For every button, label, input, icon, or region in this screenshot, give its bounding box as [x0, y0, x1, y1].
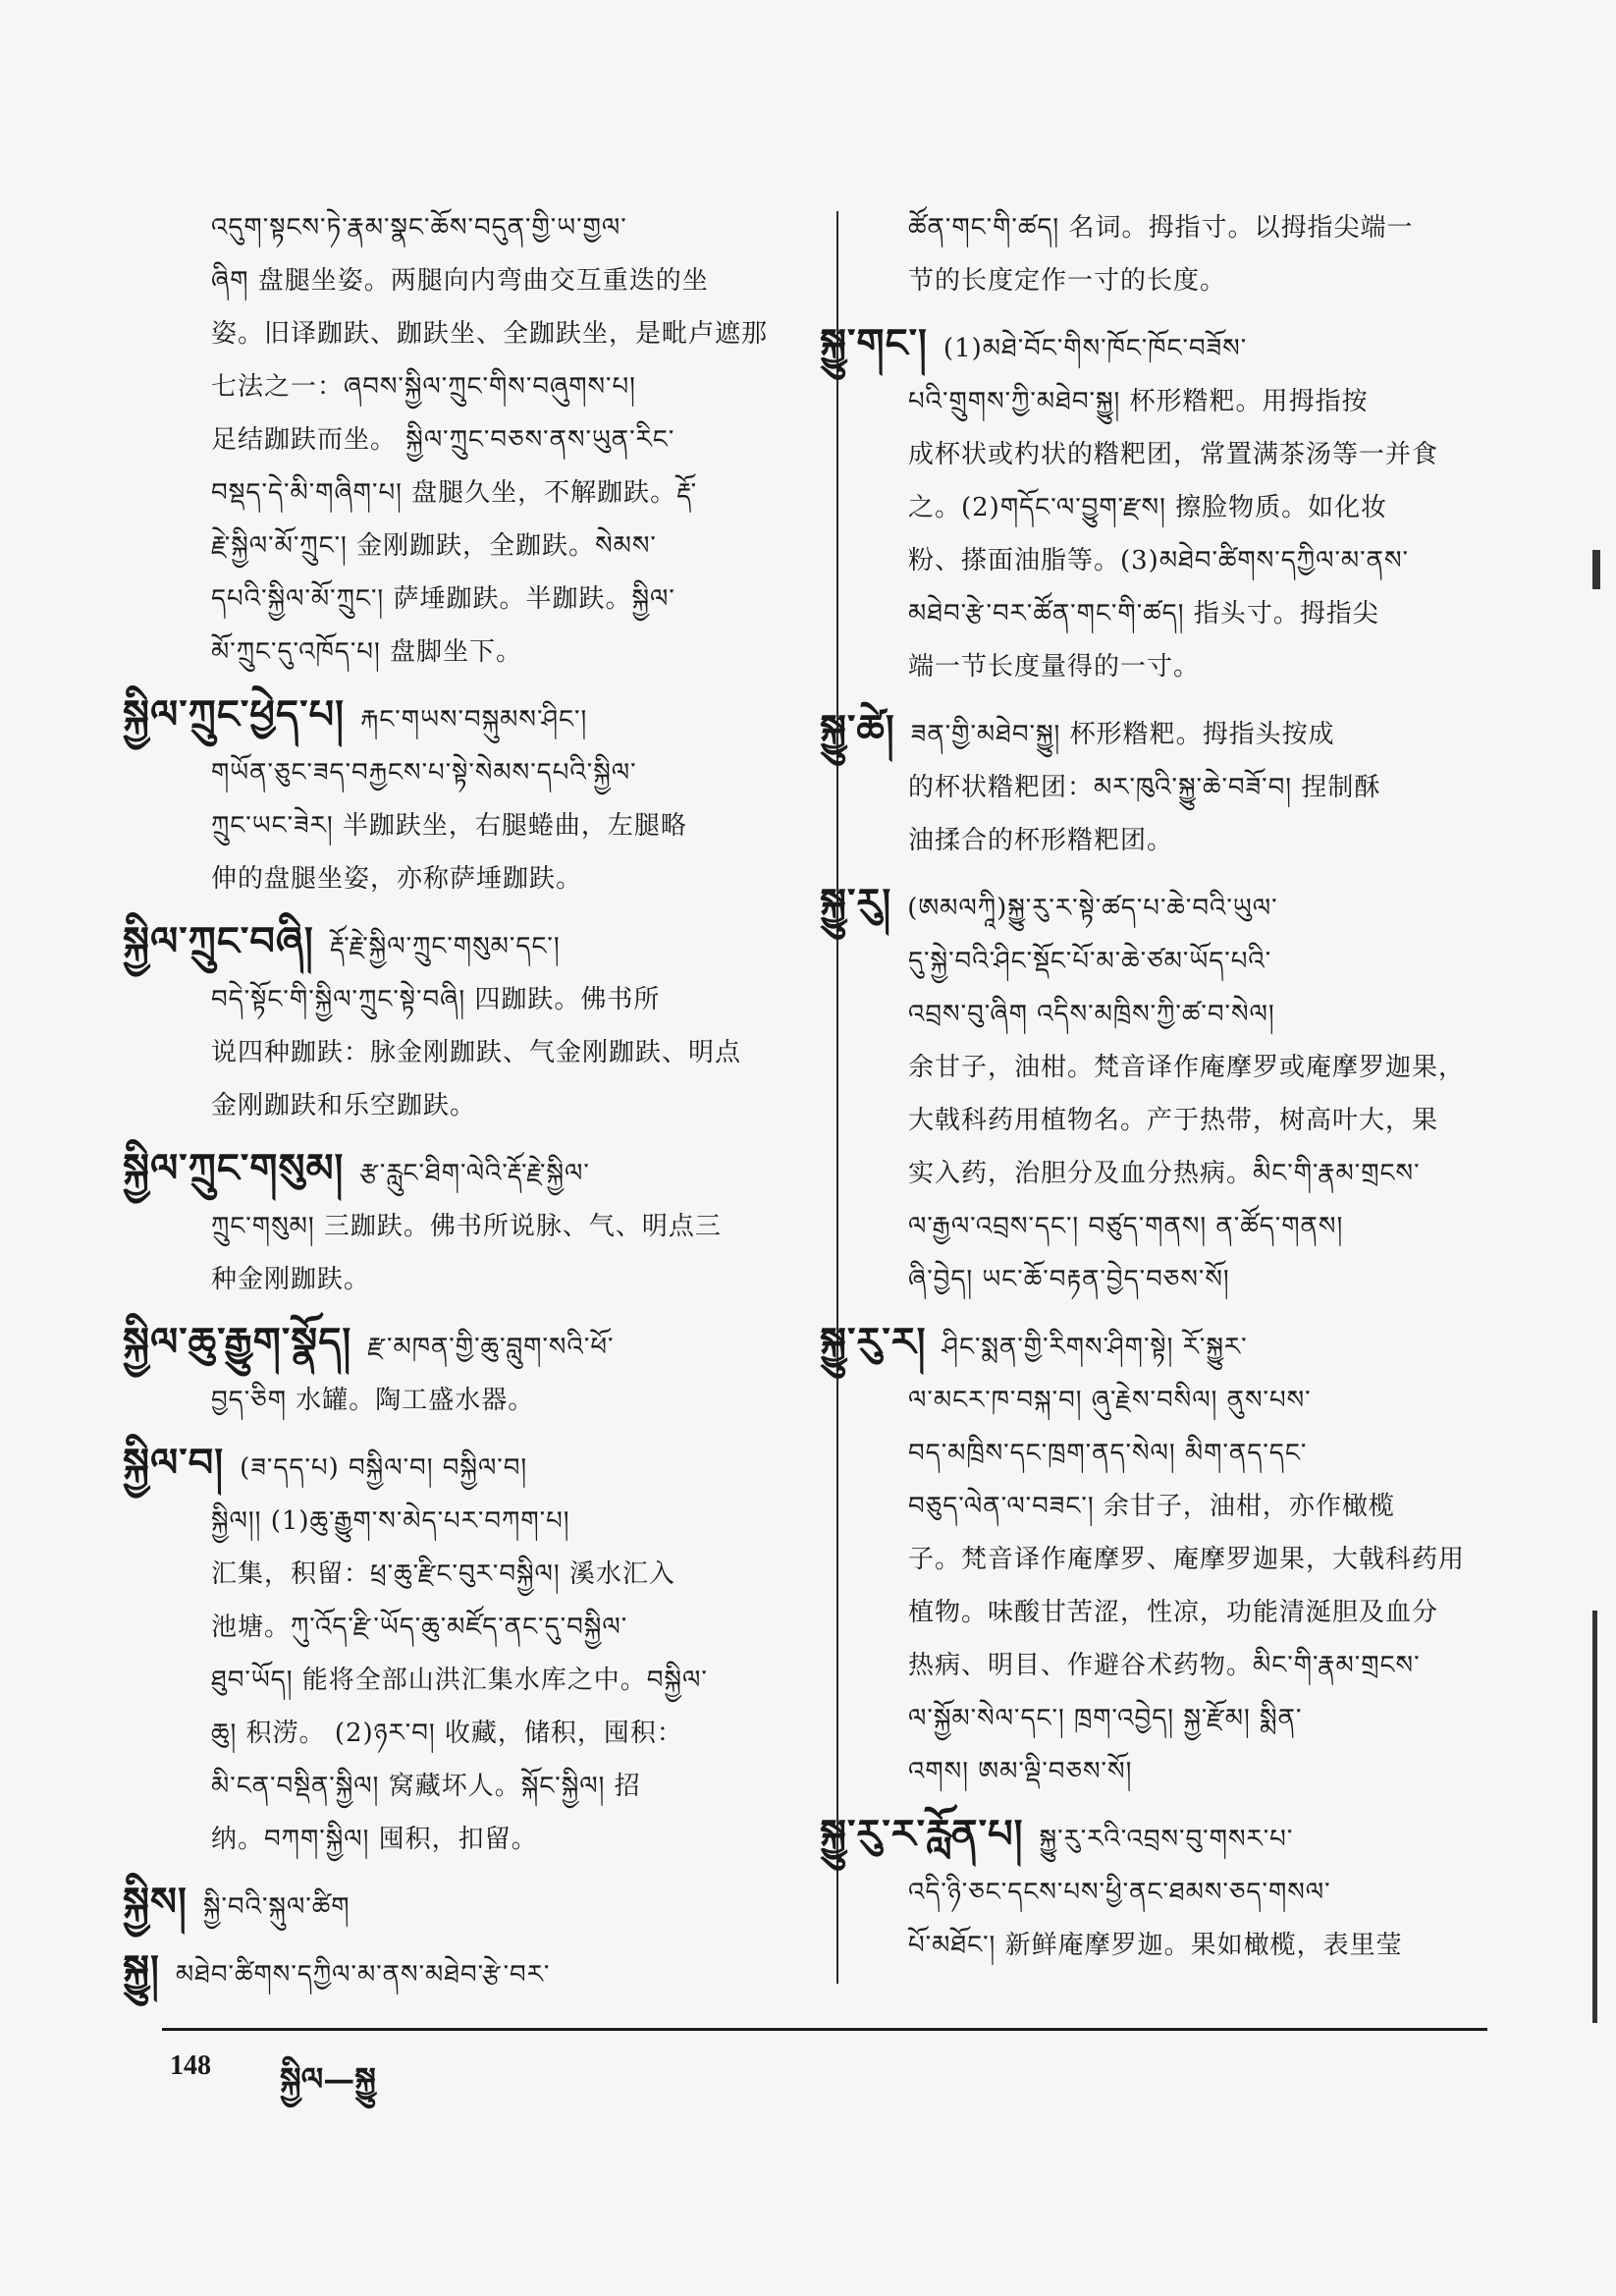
entry-text: འགས། ཨམ་ལྡི་བཅས་སོ། — [908, 1757, 1133, 1786]
entry-line — [123, 1943, 795, 2001]
entry-line — [864, 201, 1492, 254]
dictionary-entry — [123, 1876, 795, 1934]
dictionary-entry — [123, 1437, 795, 1866]
entry-text: ལ་སྐྱོམ་སེལ་དང་། ཁྲག་འབྱེད། སྐྱ་རྫོམ། སྨིན་ — [908, 1704, 1303, 1733]
entry-line — [864, 988, 1492, 1041]
entry-line — [864, 587, 1492, 640]
entry-line — [167, 746, 795, 799]
entry-text: གཡོན་ཅུང་ཟད་བརྐྱངས་པ་སྟེ་སེམས་དཔའི་སྐྱིལ་ — [211, 758, 637, 788]
entry-text: བསྡད་དེ་མི་གཞིག་པ། 盘腿久坐，不解跏趺。རྡོ་ — [211, 478, 698, 508]
entry-headword: སྐྱུ་གང་། — [820, 320, 928, 366]
entry-line — [864, 761, 1492, 814]
entry-headword: སྐྱིས། — [123, 1879, 188, 1925]
dictionary-entry — [820, 703, 1492, 867]
entry-line — [167, 973, 795, 1026]
entry-headword: སྐྱིལ་བ། — [123, 1440, 225, 1486]
entry-line — [864, 1866, 1492, 1919]
entry-line — [864, 1745, 1492, 1798]
edge-scan-mark — [1592, 550, 1600, 589]
entry-line — [167, 852, 795, 905]
entry-text: 端一节长度量得的一寸。 — [908, 652, 1201, 682]
entry-text: 七法之一：ཞབས་སྐྱིལ་ཀྲུང་གིས་བཞུགས་པ། — [211, 372, 636, 402]
entry-text: 之。(2)གདོང་ལ་བྱུག་རྫས། 擦脸物质。如化妆 — [908, 493, 1388, 522]
entry-text: 节的长度定作一寸的长度。 — [908, 266, 1227, 296]
entry-text: ཀྲུང་ཡང་ཟེར། 半跏趺坐，右腿蜷曲，左腿略 — [211, 811, 687, 841]
page-headword-range: སྐྱིལ—སྐྱུ — [280, 2060, 376, 2098]
entry-line — [167, 1601, 795, 1654]
entry-text: སྐྱི་བའི་སྐུལ་ཚིག — [202, 1892, 350, 1922]
entry-text: 汇集，积留：ཕྲ་ཆུ་རྫིང་བུར་བསྐྱིལ། 溪水汇入 — [211, 1559, 675, 1589]
entry-line — [167, 1200, 795, 1253]
entry-line — [864, 1919, 1492, 1972]
entry-line — [864, 1427, 1492, 1480]
entry-text: སྐྱུ་རུ་རའི་འབྲས་བུ་གསར་པ་ — [1039, 1825, 1294, 1854]
entry-text: འདུག་སྟངས་ཏེ་རྣམ་སྣང་ཆོས་བདུན་གྱི་ཡ་གྱལ་ — [211, 213, 627, 243]
entry-headword: སྐྱིལ་ཀྲུང་གསུམ། — [123, 1145, 345, 1191]
entry-line — [864, 1253, 1492, 1306]
entry-line — [820, 1808, 1492, 1866]
left-column — [123, 201, 795, 2011]
entry-headword: སྐྱིལ་ཆུ་རྒྱུག་སྣོད། — [123, 1319, 352, 1365]
entry-text: 足结跏趺而坐。 སྐྱིལ་ཀྲུང་བཅས་ནས་ཡུན་རིང་ — [211, 425, 675, 455]
entry-headword: སྐྱུ་རུ། — [820, 880, 892, 926]
entry-line — [167, 1760, 795, 1813]
entry-text: ཀྲུང་གསུམ། 三跏趺。佛书所说脉、气、明点三 — [211, 1212, 722, 1241]
entry-line — [167, 466, 795, 519]
column-divider — [836, 211, 838, 1984]
entry-text: 种金刚跏趺。 — [211, 1265, 371, 1294]
entry-line — [123, 688, 795, 746]
entry-line — [167, 1495, 795, 1548]
entry-line — [167, 799, 795, 852]
entry-line — [167, 573, 795, 626]
entry-text: རྫ་མཁན་གྱི་ཆུ་བླུག་སའི་ཕོ་ — [367, 1333, 615, 1362]
entry-line — [123, 915, 795, 973]
entry-text: 大戟科药用植物名。产于热带，树高叶大，果 — [908, 1106, 1439, 1135]
entry-text: ཆུ། 积涝。 (2)ཉར་བ། 收藏，储积，囤积： — [211, 1719, 683, 1748]
entry-line — [864, 1692, 1492, 1745]
entry-text: ཐུབ་ཡོད། 能将全部山洪汇集水库之中。བསྐྱིལ་ — [211, 1666, 708, 1695]
entry-text: 姿。旧译跏趺、跏趺坐、全跏趺坐，是毗卢遮那 — [211, 319, 769, 349]
entry-text: (ཨམལཀཱི)སྐྱུ་རུ་ར་སྟེ་ཚད་པ་ཆེ་བའི་ཡུལ་ — [907, 894, 1278, 923]
entry-line — [864, 1533, 1492, 1586]
entry-text: 余甘子，油柑。梵音译作庵摩罗或庵摩罗迦果， — [908, 1053, 1466, 1082]
entry-text: རྡོ་རྗེ་སྐྱིལ་ཀྲུང་གསུམ་དང་། — [329, 932, 561, 961]
entry-text: 池塘。ཀུ་འོད་རྫི་ཡོད་ཆུ་མཛོད་ནང་དུ་བསྐྱིལ་ — [211, 1613, 628, 1642]
entry-line — [820, 1316, 1492, 1374]
entry-text: རྩ་རླུང་ཐིག་ལེའི་རྡོ་རྗེ་སྐྱིལ་ — [359, 1159, 590, 1188]
entry-headword: སྐྱུ་ཚེ། — [820, 706, 895, 752]
entry-text: པོ་མཐོང་། 新鲜庵摩罗迦。果如橄榄，表里莹 — [908, 1931, 1403, 1960]
entry-text: (ཟ་དད་པ) བསྐྱིལ་བ། བསྐྱིལ་བ། — [240, 1453, 528, 1483]
dictionary-entry — [820, 317, 1492, 693]
entry-line — [864, 254, 1492, 307]
dictionary-entry — [820, 877, 1492, 1306]
entry-text: རྐང་གཡས་བསྐུམས་ཤིང་། — [360, 705, 588, 735]
entry-line — [864, 534, 1492, 587]
entry-line — [820, 877, 1492, 935]
entry-line — [167, 1707, 795, 1760]
entry-text: 粉、搽面油脂等。(3)མཐེབ་ཚིགས་དཀྱིལ་མ་ནས་ — [908, 546, 1409, 575]
entry-text: 植物。味酸甘苦涩，性凉，功能清涎胆及血分 — [908, 1598, 1439, 1627]
entry-headword: སྐྱུ་རུ་ར། — [820, 1319, 927, 1365]
entry-text: འབྲས་བུ་ཞིག འདིས་མཁྲིས་ཀྱི་ཚ་བ་སེལ། — [908, 1000, 1275, 1029]
dictionary-entry — [864, 201, 1492, 307]
entry-line — [864, 1200, 1492, 1253]
dictionary-entry — [123, 1316, 795, 1427]
entry-text: བད་མཁྲིས་དང་ཁྲག་ནད་སེལ། མིག་ནད་དང་ — [908, 1439, 1308, 1468]
entry-text: 子。梵音译作庵摩罗、庵摩罗迦果，大戟科药用 — [908, 1545, 1466, 1574]
entry-headword: སྐྱུ། — [123, 1946, 160, 1993]
entry-text: 热病、明目、作避谷术药物。མིང་གི་རྣམ་གྲངས་ — [908, 1651, 1421, 1680]
entry-line — [167, 201, 795, 254]
entry-text: ཞི་བྱེད། ཡང་ཆོ་བརྟན་བྱེད་བཅས་སོ། — [908, 1265, 1230, 1294]
entry-text: ཤིང་སྨན་གྱི་རིགས་ཤིག་སྟེ། རོ་སྐྱུར་ — [942, 1333, 1248, 1362]
entry-line — [167, 519, 795, 573]
entry-text: དུ་སྐྱེ་བའི་ཤིང་སྡོང་པོ་མ་ཆེ་ཙམ་ཡོད་པའི་ — [908, 947, 1272, 976]
entry-line — [864, 935, 1492, 988]
entry-line — [820, 703, 1492, 761]
entry-text: 实入药，治胆分及血分热病。མིང་གི་རྣམ་གྲངས་ — [908, 1159, 1421, 1188]
entry-headword: སྐྱིལ་ཀྲུང་ཕྱེད་པ། — [123, 691, 345, 738]
entry-text: 纳。བཀག་སྐྱིལ། 囤积，扣留。 — [211, 1825, 538, 1854]
entry-line — [167, 360, 795, 413]
entry-text: བྱད་ཅིག 水罐。陶工盛水器。 — [211, 1386, 535, 1415]
entry-text: 油揉合的杯形糌粑团。 — [908, 826, 1174, 855]
entry-text: ཟན་གྱི་མཐེབ་སྐྱུ། 杯形糌粑。拇指头按成 — [910, 720, 1335, 749]
entry-line — [167, 254, 795, 307]
entry-line — [864, 1480, 1492, 1533]
entry-text: ཚོན་གང་གི་ཚད། 名词。拇指寸。以拇指尖端一 — [908, 213, 1414, 243]
dictionary-entry — [167, 201, 795, 679]
entry-line — [167, 626, 795, 679]
entry-line — [167, 1253, 795, 1306]
entry-text: (1)མཐེ་བོང་གིས་ཁོང་ཁོང་བཟོས་ — [943, 334, 1248, 363]
entry-line — [864, 428, 1492, 481]
entry-text: རྗེ་སྐྱིལ་མོ་ཀྲུང་། 金刚跏趺，全跏趺。སེམས་ — [211, 531, 657, 561]
dictionary-entry — [820, 1808, 1492, 1972]
entry-line — [123, 1142, 795, 1200]
edge-scan-mark — [1592, 1611, 1597, 2023]
entry-line — [167, 1654, 795, 1707]
entry-line — [864, 1639, 1492, 1692]
entry-line — [167, 1026, 795, 1079]
entry-line — [864, 375, 1492, 428]
entry-text: བཅུད་ལེན་ལ་བཟང་། 余甘子，油柑，亦作橄榄 — [908, 1492, 1395, 1521]
entry-text: མཐེབ་ཚིགས་དཀྱིལ་མ་ནས་མཐེབ་རྩེ་བར་ — [175, 1960, 551, 1990]
right-column — [820, 201, 1492, 1982]
entry-line — [167, 1079, 795, 1132]
dictionary-entry — [820, 1316, 1492, 1798]
page-number: 148 — [170, 2050, 211, 2081]
dictionary-entry — [123, 688, 795, 905]
entry-text: 金刚跏趺和乐空跏趺。 — [211, 1091, 477, 1121]
entry-line — [864, 640, 1492, 693]
entry-line — [123, 1437, 795, 1495]
entry-line — [864, 1147, 1492, 1200]
entry-text: 伸的盘腿坐姿，亦称萨埵跏趺。 — [211, 864, 583, 894]
entry-line — [123, 1316, 795, 1374]
footer-rule — [162, 2028, 1487, 2031]
entry-text: ལ་རྒྱལ་འབྲས་དང་། བཙུད་གནས། ན་ཚོད་གནས། — [908, 1212, 1344, 1241]
entry-line — [864, 1374, 1492, 1427]
entry-text: བདེ་སྟོང་གི་སྐྱིལ་ཀྲུང་སྟེ་བཞི། 四跏趺。佛书所 — [211, 985, 661, 1014]
entry-headword: སྐྱིལ་ཀྲུང་བཞི། — [123, 918, 314, 964]
entry-line — [864, 1094, 1492, 1147]
entry-line — [820, 317, 1492, 375]
entry-text: སྐྱིལ།། (1)ཆུ་རྒྱུག་ས་མེད་པར་བཀག་པ། — [211, 1506, 570, 1536]
entry-text: 成杯状或杓状的糌粑团，常置满茶汤等一并食 — [908, 440, 1439, 469]
entry-line — [864, 1586, 1492, 1639]
entry-line — [167, 1374, 795, 1427]
entry-text: འདི་ཉི་ཅང་དངས་པས་ཕྱི་ནང་ཐམས་ཅད་གསལ་ — [908, 1878, 1331, 1907]
entry-text: མཐེབ་རྩེ་བར་ཚོན་གང་གི་ཚད། 指头寸。拇指尖 — [908, 599, 1379, 629]
entry-line — [167, 1813, 795, 1866]
entry-text: 的杯状糌粑团：མར་ཁུའི་སྐྱུ་ཆེ་བཟོ་བ། 捏制酥 — [908, 773, 1381, 802]
entry-line — [167, 413, 795, 466]
entry-text: དཔའི་སྐྱིལ་མོ་ཀྲུང་། 萨埵跏趺。半跏趺。སྐྱིལ་ — [211, 584, 675, 614]
entry-text: པའི་གྲུགས་ཀྱི་མཐེབ་སྐྱུ། 杯形糌粑。用拇指按 — [908, 387, 1369, 416]
entry-text: 说四种跏趺：脉金刚跏趺、气金刚跏趺、明点 — [211, 1038, 742, 1067]
entry-headword: སྐྱུ་རུ་ར་རློན་པ། — [820, 1811, 1024, 1857]
entry-line — [123, 1876, 795, 1934]
entry-line — [864, 481, 1492, 534]
entry-line — [167, 1548, 795, 1601]
entry-text: ལ་མངར་ཁ་བསྐ་བ། ཞུ་རྗེས་བསིལ། ནུས་པས་ — [908, 1386, 1312, 1415]
entry-line — [864, 814, 1492, 867]
dictionary-entry — [123, 1943, 795, 2001]
dictionary-entry — [123, 1142, 795, 1306]
entry-text: ཞིག 盘腿坐姿。两腿向内弯曲交互重迭的坐 — [211, 266, 709, 296]
entry-line — [864, 1041, 1492, 1094]
dictionary-entry — [123, 915, 795, 1132]
entry-line — [167, 307, 795, 360]
entry-text: མོ་ཀྲུང་དུ་འཁོད་པ། 盘脚坐下。 — [211, 637, 523, 667]
entry-text: མི་ངན་བསྡིན་སྐྱིལ། 窝藏坏人。སྐོང་སྐྱིལ། 招 — [211, 1772, 641, 1801]
